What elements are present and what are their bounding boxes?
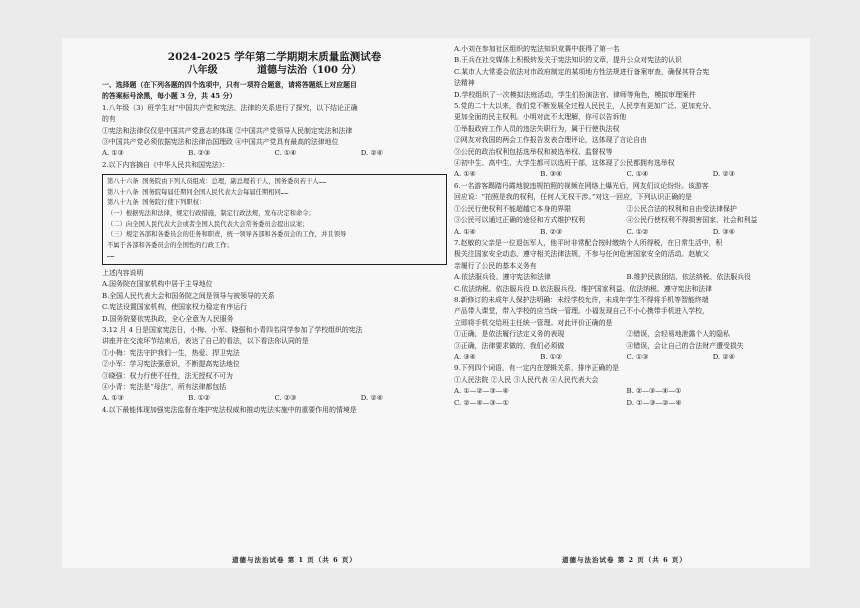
exam-subtitle bbox=[102, 64, 447, 78]
question-6-cont: 回应说：“拍照是我的权利，任何人无权干涉。”对这一回应，下列认识正确的是 bbox=[454, 193, 692, 202]
question-7-cont: 亲履行了公民的基本义务有 bbox=[454, 261, 537, 270]
question-6-statements-row bbox=[454, 204, 799, 215]
option: B. ②③ bbox=[188, 149, 211, 158]
question-5-options bbox=[454, 169, 799, 180]
option: D. ②④ bbox=[360, 149, 383, 158]
option: C. ②③ bbox=[274, 394, 297, 403]
option: D. ②③ bbox=[712, 170, 735, 179]
option: A. ①③ bbox=[102, 394, 124, 403]
question-4-option-a: A.小刘在参加社区组织的宪法知识竞赛中获得了第一名 bbox=[454, 45, 620, 53]
question-7-options-row bbox=[454, 272, 799, 283]
question-3-options bbox=[102, 393, 447, 404]
question-2: 2.以下内容摘自《中华人民共和国宪法》： bbox=[102, 160, 230, 169]
question-9-option-b: B. ②—③—④—① bbox=[626, 387, 682, 396]
question-3-statement: ②小军：学习宪法强意识，不断提高宪法地位 bbox=[102, 360, 240, 369]
constitution-excerpt-box bbox=[102, 174, 447, 265]
law-line: （三）规定各部和各委员会的任务和职责，统一领导各部和各委员会的工作，并且领导 bbox=[107, 231, 347, 239]
question-8-options bbox=[454, 352, 799, 363]
question-6-statements-row bbox=[454, 215, 799, 226]
question-4-option-d: D.学校组织了一次模拟法庭活动，学生们扮演法官、律师等角色，模拟审理案件 bbox=[454, 90, 696, 99]
option: C. ①④ bbox=[626, 170, 649, 179]
question-6-statement: ③公民可以通过正确的途径和方式维护权利 bbox=[454, 216, 585, 225]
question-8: 8.新修订的未成年人保护法明确：未经学校允许，未成年学生不得将手机等智能终端 bbox=[454, 295, 709, 304]
question-5-cont: 更加全面的民主权利。小明对此不太理解，你可以告诉他 bbox=[454, 113, 627, 122]
question-4: 4.以下最能体现加强宪法监督在维护宪法权威和推动宪法实施中的重要作用的情境是 bbox=[102, 405, 357, 414]
question-9-options-row bbox=[454, 398, 799, 409]
question-3: 3.12 月 4 日是国家宪法日，小梅、小军、晓强和小青四名同学参加了学校组织的宪法 bbox=[102, 326, 363, 335]
law-line: 第八十六条 国务院由下列人员组成：总理，副总理若干人，国务委员若干人…… bbox=[107, 178, 327, 186]
page-1-footer: 道德与法治试卷 第 1 页（共 6 页） bbox=[232, 556, 357, 564]
question-5: 5.党的二十大以来，我们党不断发展全过程人民民主，人民享有更加广泛、更加充分、 bbox=[454, 102, 716, 111]
question-1: 1.八年级（3）班学生对“中国共产党和宪法、法律的关系进行了探究，以下结论正确 bbox=[102, 103, 358, 112]
option: A. ③④ bbox=[454, 352, 476, 361]
question-5-statement: ④初中生、高中生、大学生都可以选班干部，这体现了公民都拥有选举权 bbox=[454, 159, 675, 168]
option: B. ③④ bbox=[540, 170, 563, 179]
question-8-cont: 产品带入课堂，带入学校的应当统一管理。小福发现自己不小心携带手机进入学校， bbox=[454, 307, 709, 316]
page-1 bbox=[102, 44, 447, 416]
question-4-option-b: B.王兵在社交媒体上积极转发关于宪法知识的文章，提升公众对宪法的认识 bbox=[454, 56, 682, 65]
subject-label: 道德与法治（100 分） bbox=[257, 65, 362, 76]
question-5-statement: ③公民的政治权利包括选举权和被选举权、监督权等 bbox=[454, 147, 613, 156]
question-1-options bbox=[102, 148, 447, 159]
question-5-statement: ②网友对我国的两会工作报告发表合理评论，这体现了言论自由 bbox=[454, 136, 647, 145]
question-8-statement: ④错误，会让自己的合法财产遭受损失 bbox=[626, 341, 744, 350]
question-8-statement: ①正确，是依法履行法定义务的表现 bbox=[454, 330, 565, 339]
law-line: （一）根据宪法和法律，规定行政措施，制定行政法规，发布决定和命令； bbox=[107, 210, 315, 218]
question-9-option-c: C. ②—④—③—① bbox=[454, 398, 509, 407]
question-8-statement: ②错误，会轻易地泄露个人的隐私 bbox=[626, 330, 730, 339]
law-line: 第八十九条 国务院行使下列职权： bbox=[107, 199, 206, 207]
section-1-heading: 一、选择题（在下列各题的四个选项中，只有一项符合题意，请将答题纸上对应题目 bbox=[102, 81, 357, 89]
option: D. ③④ bbox=[712, 227, 735, 236]
law-line: 不属于各部和各委员会的全国性的行政工作； bbox=[107, 241, 233, 249]
question-1-cont: 的有 bbox=[102, 115, 116, 124]
option: A. ①④ bbox=[454, 227, 476, 236]
exam-sheet bbox=[62, 38, 810, 568]
question-2-option-c: C.宪法设置国家机构，使国家权力稳定有序运行 bbox=[102, 303, 248, 312]
question-9-option-d: D. ①—③—②—④ bbox=[626, 398, 682, 407]
question-6: 6.一名游客踢踏丹霞地貌违规拍照的视频在网络上爆光后，网友们议论纷纷。该游客 bbox=[454, 181, 709, 190]
question-4-option-c: C.某市人大常委会依法对市政府制定的某项地方性法规进行备案审查，确保其符合宪 bbox=[454, 67, 710, 76]
option: D. ②④ bbox=[712, 352, 735, 361]
question-2-option-a: A.国务院在国家机构中居于主导地位 bbox=[102, 280, 213, 289]
question-5-statement: ①举报政府工作人员的违法失职行为，属于行使执法权 bbox=[454, 124, 620, 133]
question-6-statement: ①公民行使权利不能超越它本身的界限 bbox=[454, 204, 572, 213]
section-1-heading-cont: 的答案标号涂黑，每小题 3 分，共 45 分） bbox=[102, 92, 237, 101]
question-8-statement: ③正确，法律要求做的，我们必须做 bbox=[454, 341, 565, 350]
question-3-cont: 讲座并在交流环节结束后，表达了自己的看法，以下看法你认同的是 bbox=[102, 337, 309, 346]
question-8-statements-row bbox=[454, 341, 799, 352]
law-line: 第八十八条 国务院每届任期同全国人民代表大会每届任期相同…… bbox=[107, 188, 289, 196]
question-2-option-b: B.全国人民代表大会和国务院之间是领导与被领导的关系 bbox=[102, 291, 275, 300]
question-7-option-a: A.依法服兵役、遵守宪法和法律 bbox=[454, 273, 551, 282]
question-7-option-b: B.维护民族团结、依法纳税、依法服兵役 bbox=[626, 273, 751, 282]
question-1-statement: ①宪法和法律仅仅是中国共产党意志的体现 ②中国共产党领导人民制定宪法和法律 bbox=[102, 126, 353, 135]
page-2 bbox=[454, 44, 799, 409]
option: B. ②③ bbox=[540, 227, 563, 236]
question-6-statement: ④公民行使权利不得损害国家、社会和利益 bbox=[626, 216, 758, 225]
question-6-options bbox=[454, 227, 799, 238]
law-line: …… bbox=[107, 252, 115, 260]
question-4-option-c-cont: 法精神 bbox=[454, 79, 475, 88]
question-2-lead: 上述内容说明 bbox=[102, 269, 144, 277]
option: A. ①③ bbox=[102, 149, 124, 158]
exam-title: 2024-2025 学年第二学期期末质量监测试卷 bbox=[167, 51, 382, 63]
question-7: 7.赵敏的父亲是一位退伍军人，他平时非常配合按时缴纳个人所得税，在日常生活中，积 bbox=[454, 238, 723, 247]
question-6-statement: ②公民合法的权利和自由受法律保护 bbox=[626, 204, 737, 213]
question-3-statement: ④小青：宪法是“母法”，所有法律都包括 bbox=[102, 383, 227, 392]
option: C. ①④ bbox=[274, 149, 297, 158]
question-9-option-a: A. ①—②—③—④ bbox=[454, 387, 509, 396]
question-9-options-row bbox=[454, 386, 799, 397]
question-7-cont: 极关注国家安全动态，遵守相关法律法规，不参与任何危害国家安全的活动。赵敏父 bbox=[454, 250, 709, 259]
page-2-footer: 道德与法治试卷 第 2 页（共 6 页） bbox=[562, 556, 687, 564]
question-9-terms: ①人民法院 ②人民 ③人民代表 ④人民代表大会 bbox=[454, 375, 599, 384]
question-3-statement: ①小梅：宪法守护我们一生，热爱、捍卫宪法 bbox=[102, 348, 240, 357]
option: D. ②④ bbox=[360, 394, 383, 403]
question-9: 9.下列四个词语，有一定内在逻辑关系，排序正确的是 bbox=[454, 364, 620, 373]
option: B. ①② bbox=[540, 352, 563, 361]
question-2-option-d: D.国务院要依宪执政，全心全意为人民服务 bbox=[102, 314, 234, 323]
question-8-statements-row bbox=[454, 329, 799, 340]
question-7-option-cd: C.依法纳税、依法服兵役 D.依法服兵役、维护国家利益、依法纳税、遵守宪法和法律 bbox=[454, 284, 713, 293]
question-1-statement: ③中国共产党必须依据宪法和法律治国理政 ④中国共产党具有最高的法律地位 bbox=[102, 138, 339, 147]
option: C. ①③ bbox=[626, 352, 649, 361]
option: A. ①④ bbox=[454, 170, 476, 179]
grade-label: 八年级 bbox=[187, 65, 218, 76]
law-line: （二）向全国人民代表大会或者全国人民代表大会常务委员会提出议案； bbox=[107, 220, 309, 228]
option: B. ①② bbox=[188, 394, 211, 403]
question-3-statement: ③晓强：权力行使不任性，法无授权不可为 bbox=[102, 371, 233, 380]
question-8-cont: 立即将手机交给班主任统一管理。对此评价正确的是 bbox=[454, 318, 613, 327]
option: C. ①② bbox=[626, 227, 649, 236]
